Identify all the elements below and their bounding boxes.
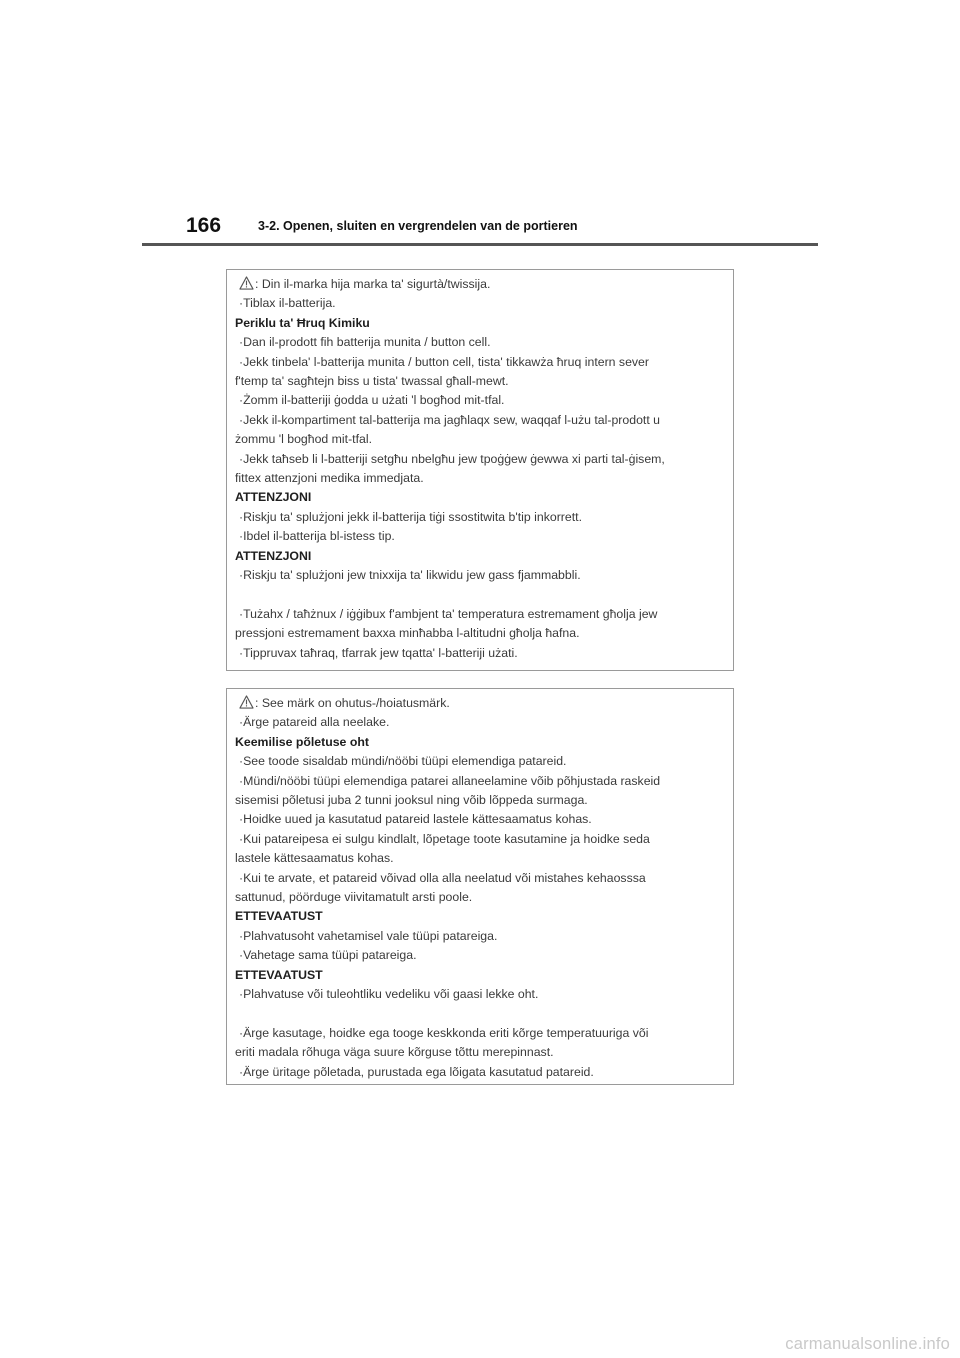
text-line: pressjoni estremament baxxa minħabba l-altitudni għolja ħafna. [235, 626, 580, 641]
text-line: ·Kui patareipesa ei sulgu kindlalt, lõpetage toote kasutamine ja hoidke seda [239, 831, 650, 846]
text-line: ·See toode sisaldab mündi/nööbi tüüpi elemendiga patareid. [239, 754, 567, 769]
page-number: 166 [186, 214, 222, 237]
warning-box-maltese [226, 269, 734, 671]
box-heading: Keemilise põletuse oht [235, 734, 369, 749]
warning-triangle-icon [239, 695, 254, 709]
blank-line [235, 1005, 727, 1024]
section-title: 3-2. Openen, sluiten en vergrendelen van de portieren [258, 219, 578, 233]
box-heading: ATTENZJONI [235, 548, 312, 563]
text-line: żommu 'l bogħod mit-tfal. [235, 432, 372, 447]
text-line: ·Riskju ta' splużjoni jekk il-batterija tiġi ssostitwita b'tip inkorrett. [239, 509, 582, 524]
warning-box-estonian [226, 688, 734, 1085]
blank-line [235, 586, 727, 605]
text-line: ·Dan il-prodott fih batterija munita / button cell. [239, 335, 491, 350]
box-heading: ETTEVAATUST [235, 909, 323, 924]
text-line: ·Mündi/nööbi tüüpi elemendiga patarei allaneelamine võib põhjustada raskeid [239, 773, 661, 788]
text-line: ·Vahetage sama tüüpi patareiga. [239, 948, 417, 963]
text-line: ·Ärge kasutage, hoidke ega tooge keskkonda eriti kõrge temperatuuriga või [239, 1025, 649, 1040]
text-line: ·Tiblax il-batterija. [239, 296, 336, 311]
text-line: ·Riskju ta' splużjoni jew tnixxija ta' likwidu jew gass fjammabbli. [239, 568, 581, 583]
text-line: ·Jekk tinbela' l-batterija munita / button cell, tista' tikkawża ħruq intern sever [239, 354, 649, 369]
text-line: ·Ibdel il-batterija bl-istess tip. [239, 529, 395, 544]
text-line: lastele kättesaamatus kohas. [235, 851, 394, 866]
header-rule [142, 243, 818, 246]
text-line: fittex attenzjoni medika immedjata. [235, 471, 424, 486]
text-line: ·Plahvatuse või tuleohtliku vedeliku või gaasi lekke oht. [239, 987, 539, 1002]
text-line: sisemisi põletusi juba 2 tunni jooksul ning võib lõppeda surmaga. [235, 793, 588, 808]
text-line [235, 275, 727, 294]
box-heading: Periklu ta' Ħruq Kimiku [235, 315, 370, 330]
text-line: ·Hoidke uued ja kasutatud patareid lastele kättesaamatus kohas. [239, 812, 592, 827]
watermark[interactable]: carmanualsonline.info [785, 1335, 950, 1353]
text-line: ·Kui te arvate, et patareid võivad olla alla neelatud või mistahes kehaosssa [239, 870, 646, 885]
text-line: ·Żomm il-batteriji ġodda u użati 'l bogħod mit-tfal. [239, 393, 505, 408]
text-line: ·Jekk taħseb li l-batteriji setgħu nbelgħu jew tpoġġew ġewwa xi parti tal-ġisem, [239, 451, 665, 466]
text-line: ·Ärge patareid alla neelake. [239, 715, 390, 730]
box-heading: ETTEVAATUST [235, 967, 323, 982]
box-heading: ATTENZJONI [235, 490, 312, 505]
text-line: ·Ärge üritage põletada, purustada ega lõigata kasutatud patareid. [239, 1064, 594, 1079]
warning-legend-text: : See märk on ohutus-/hoiatusmärk. [255, 696, 450, 710]
text-line: sattunud, pöörduge viivitamatult arsti poole. [235, 890, 473, 905]
text-line [235, 694, 727, 713]
warning-triangle-icon [239, 276, 254, 290]
text-line: ·Tippruvax taħraq, tfarrak jew tqatta' l-batteriji użati. [239, 645, 518, 660]
text-line: eriti madala rõhuga väga suure kõrguse tõttu merepinnast. [235, 1045, 554, 1060]
text-line: ·Jekk il-kompartiment tal-batterija ma jagħlaqx sew, waqqaf l-użu tal-prodott u [239, 412, 661, 427]
text-line: ·Tużahx / taħżnux / iġġibux f'ambjent ta' temperatura estremament għolja jew [239, 606, 658, 621]
text-line: f'temp ta' sagħtejn biss u tista' twassal għall-mewt. [235, 374, 509, 389]
warning-legend-text: : Din il-marka hija marka ta' sigurtà/twissija. [255, 277, 491, 291]
text-line: ·Plahvatusoht vahetamisel vale tüüpi patareiga. [239, 928, 498, 943]
